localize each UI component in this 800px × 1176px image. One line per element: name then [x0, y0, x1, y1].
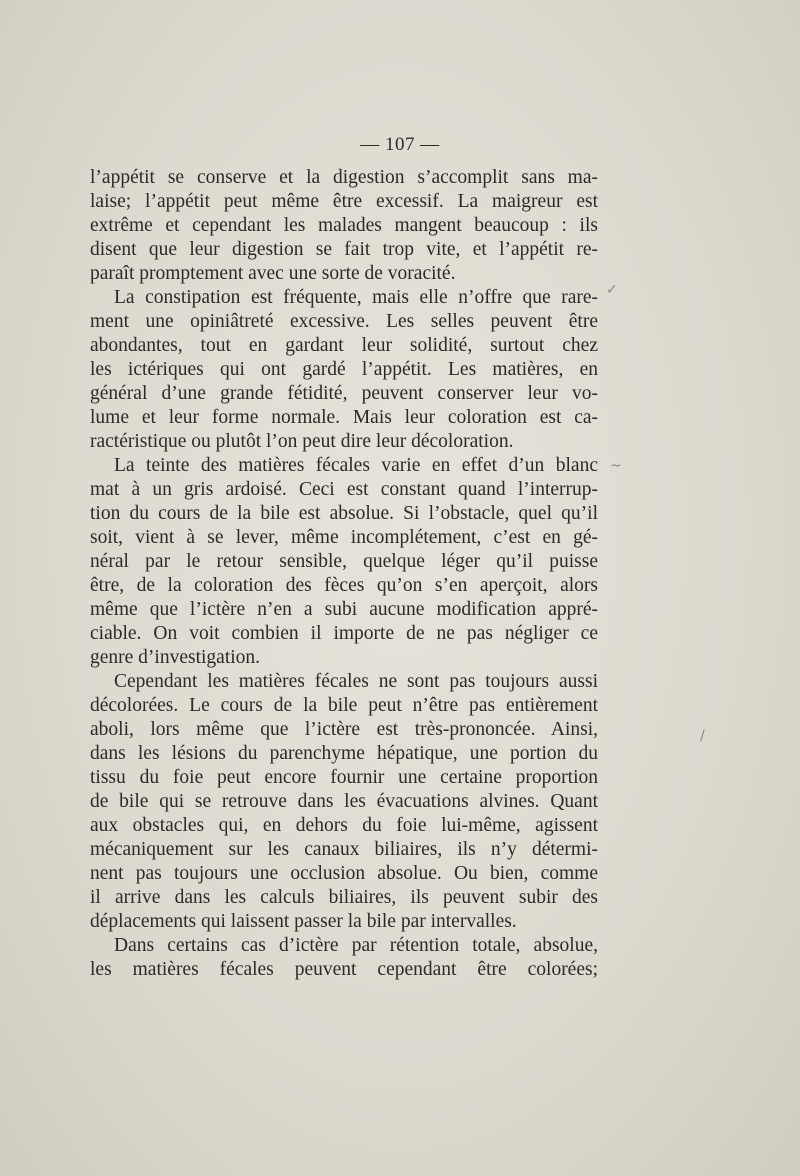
text-line: être, de la coloration des fèces qu’on s’en aperçoit, alors	[90, 575, 598, 596]
margin-tilde-mark: ~	[610, 458, 622, 474]
text-line: général d’une grande fétidité, peuvent conserver leur vo-	[90, 383, 598, 404]
body-text	[90, 166, 598, 982]
text-line: genre d’investigation.	[90, 647, 261, 668]
text-line: tissu du foie peut encore fournir une certaine proportion	[90, 767, 598, 788]
text-line: extrême et cependant les malades mangent beaucoup : ils	[90, 215, 598, 236]
text-line: aux obstacles qui, en dehors du foie lui-même, agissent	[90, 815, 598, 836]
paragraph	[90, 454, 598, 670]
text-line: ractéristique ou plutôt l’on peut dire leur décoloration.	[90, 431, 514, 452]
text-line: l’appétit se conserve et la digestion s’accomplit sans ma-	[90, 167, 598, 188]
text-line: Cependant les matières fécales ne sont pas toujours aussi	[114, 671, 598, 692]
text-line: ment une opiniâtreté excessive. Les selles peuvent être	[90, 311, 598, 332]
text-line: La teinte des matières fécales varie en effet d’un blanc	[114, 455, 598, 476]
text-line: décolorées. Le cours de la bile peut n’être pas entièrement	[90, 695, 598, 716]
text-line: laise; l’appétit peut même être excessif. La maigreur est	[90, 191, 598, 212]
text-line: lume et leur forme normale. Mais leur coloration est ca-	[90, 407, 598, 428]
text-line: les ictériques qui ont gardé l’appétit. Les matières, en	[90, 359, 598, 380]
margin-check-mark: ✓	[606, 282, 618, 298]
paragraph	[90, 166, 598, 286]
text-line: paraît promptement avec une sorte de voracité.	[90, 263, 456, 284]
text-line: ciable. On voit combien il importe de ne pas négliger ce	[90, 623, 598, 644]
text-line: soit, vient à se lever, même incomplétement, c’est en gé-	[90, 527, 598, 548]
page-number: — 107 —	[360, 134, 440, 155]
paragraph	[90, 934, 598, 982]
text-line: nent pas toujours une occlusion absolue. Ou bien, comme	[90, 863, 598, 884]
text-line: dans les lésions du parenchyme hépatique, une portion du	[90, 743, 598, 764]
text-line: La constipation est fréquente, mais elle n’offre que rare-	[114, 287, 598, 308]
text-line: tion du cours de la bile est absolue. Si l’obstacle, quel qu’il	[90, 503, 598, 524]
text-line: néral par le retour sensible, quelque léger qu’il puisse	[90, 551, 598, 572]
text-line: il arrive dans les calculs biliaires, ils peuvent subir des	[90, 887, 598, 908]
paragraph	[90, 286, 598, 454]
text-line: de bile qui se retrouve dans les évacuations alvines. Quant	[90, 791, 598, 812]
text-line: mat à un gris ardoisé. Ceci est constant quand l’interrup-	[90, 479, 598, 500]
text-line: disent que leur digestion se fait trop vite, et l’appétit re-	[90, 239, 598, 260]
text-line: les matières fécales peuvent cependant être colorées;	[90, 959, 598, 980]
text-line: aboli, lors même que l’ictère est très-prononcée. Ainsi,	[90, 719, 598, 740]
text-line: mécaniquement sur les canaux biliaires, ils n’y détermi-	[90, 839, 598, 860]
paragraph	[90, 670, 598, 934]
margin-slash-mark: /	[700, 728, 705, 744]
text-line: abondantes, tout en gardant leur solidité, surtout chez	[90, 335, 598, 356]
text-line: déplacements qui laissent passer la bile par intervalles.	[90, 911, 517, 932]
text-line: Dans certains cas d’ictère par rétention totale, absolue,	[114, 935, 598, 956]
text-line: même que l’ictère n’en a subi aucune modification appré-	[90, 599, 598, 620]
